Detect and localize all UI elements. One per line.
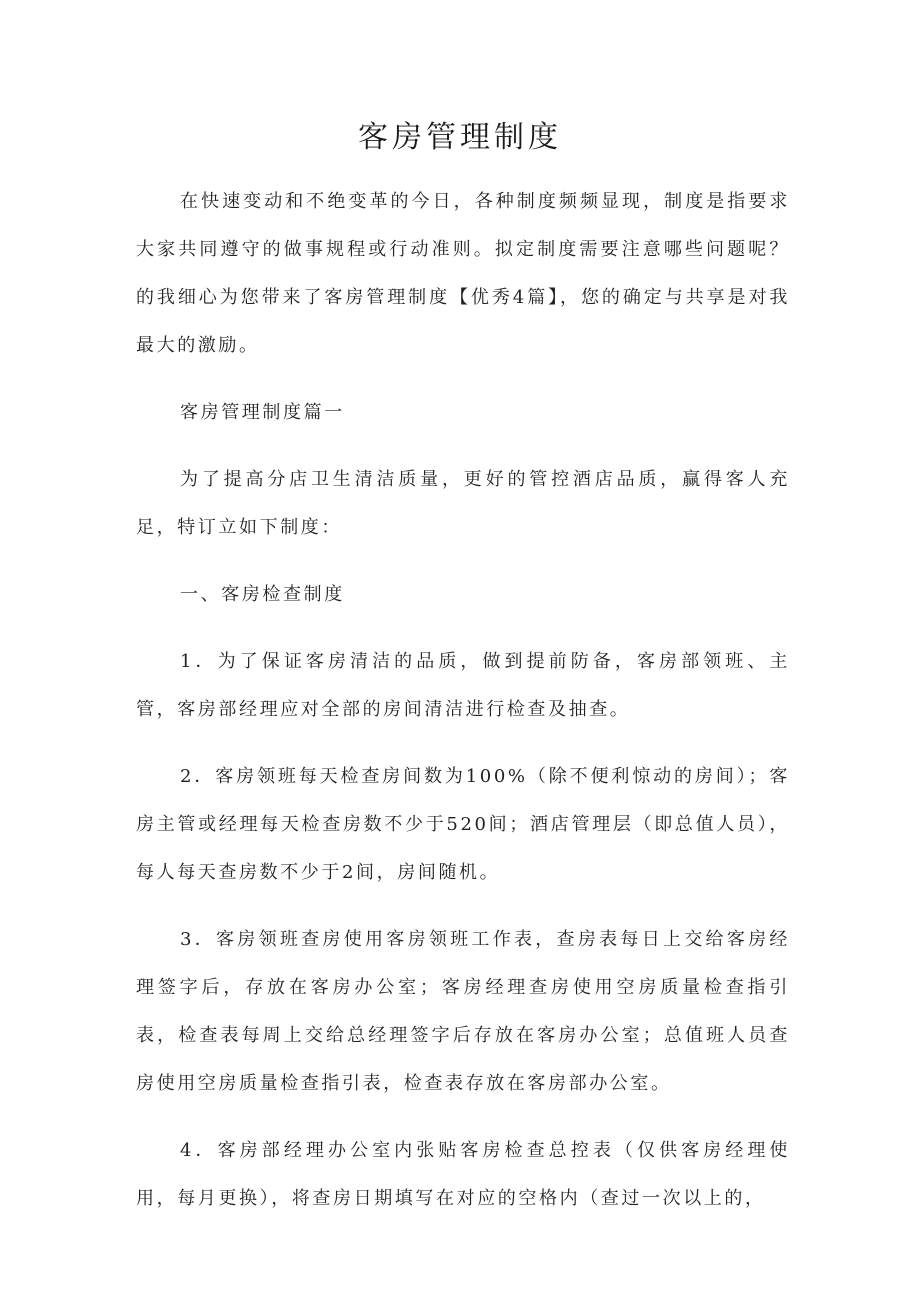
rule-item-2: 2．客房领班每天检查房间数为100%（除不便利惊动的房间）；客房主管或经理每天检查房数不少于520间；酒店管理层（即总值人员），每人每天查房数不少于2间，房间随机。 [136,766,790,883]
rule-item-3: 3．客房领班查房使用客房领班工作表，查房表每日上交给客房经理签字后，存放在客房办公室；客房经理查房使用空房质量检查指引表，检查表每周上交给总经理签字后存放在客房办公室；总值班人员查房使用空房质量检查指引表，检查表存放在客房部办公室。 [136,929,790,1094]
document-body [136,178,790,1242]
page-title: 客房管理制度 [358,120,562,155]
rule-item-4: 4．客房部经理办公室内张贴客房检查总控表（仅供客房经理使用，每月更换），将查房日期填写在对应的空格内（查过一次以上的， [136,1140,790,1209]
subsection-heading: 一、客房检查制度 [180,584,345,605]
rule-item-1: 1．为了保证客房清洁的品质，做到提前防备，客房部领班、主管，客房部经理应对全部的房间清洁进行检查及抽查。 [136,651,790,720]
purpose-paragraph: 为了提高分店卫生清洁质量，更好的管控酒店品质，赢得客人充足，特订立如下制度： [136,469,790,538]
section-heading: 客房管理制度篇一 [180,402,345,423]
intro-paragraph: 在快速变动和不绝变革的今日，各种制度频频显现，制度是指要求大家共同遵守的做事规程或行动准则。拟定制度需要注意哪些问题呢？的我细心为您带来了客房管理制度【优秀4篇】，您的确定与共享是对我最大的激励。 [136,191,790,356]
